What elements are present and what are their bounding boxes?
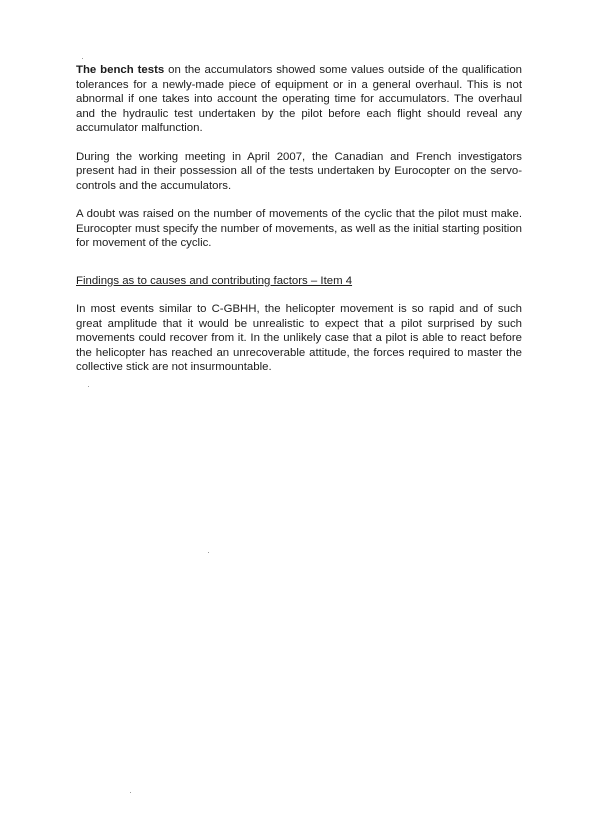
bench-tests-text: on the accumulators showed some values outside of the qualification tolerances for a newly-made piece of equipment or in a general overhaul. This is not abnormal if one takes into account the operating time for accumulators. The overhaul and the hydraulic test undertaken by the pilot before each flight should reveal any accumulator malfunction. <box>76 64 523 134</box>
working-meeting-paragraph: During the working meeting in April 2007, the Canadian and French investigators present had in their possession all of the tests undertaken by Eurocopter on the servo-controls and the accumulators. <box>76 150 522 192</box>
findings-paragraph: In most events similar to C-GBHH, the helicopter movement is so rapid and of such great amplitude that it would be unrealistic to expect that a pilot surprised by such movements could recover from it. In the unlikely case that a pilot is able to react before the helicopter has reached an unrecoverable attitude, the forces required to master the collective stick are not insurmountable. <box>76 303 522 373</box>
findings-heading: Findings as to causes and contributing factors – Item 4 <box>76 274 353 287</box>
bench-tests-paragraph <box>76 63 522 136</box>
cyclic-doubt-paragraph: A doubt was raised on the number of movements of the cyclic that the pilot must make. Eurocopter must specify the number of movements, as well as the initial starting position for movement of the cyclic. <box>76 208 522 249</box>
document-body <box>76 63 522 389</box>
bench-tests-lead: The bench tests <box>76 64 165 76</box>
scan-speck <box>208 552 209 553</box>
scan-speck <box>88 386 89 387</box>
scan-speck <box>82 58 83 59</box>
scan-speck <box>130 792 131 793</box>
